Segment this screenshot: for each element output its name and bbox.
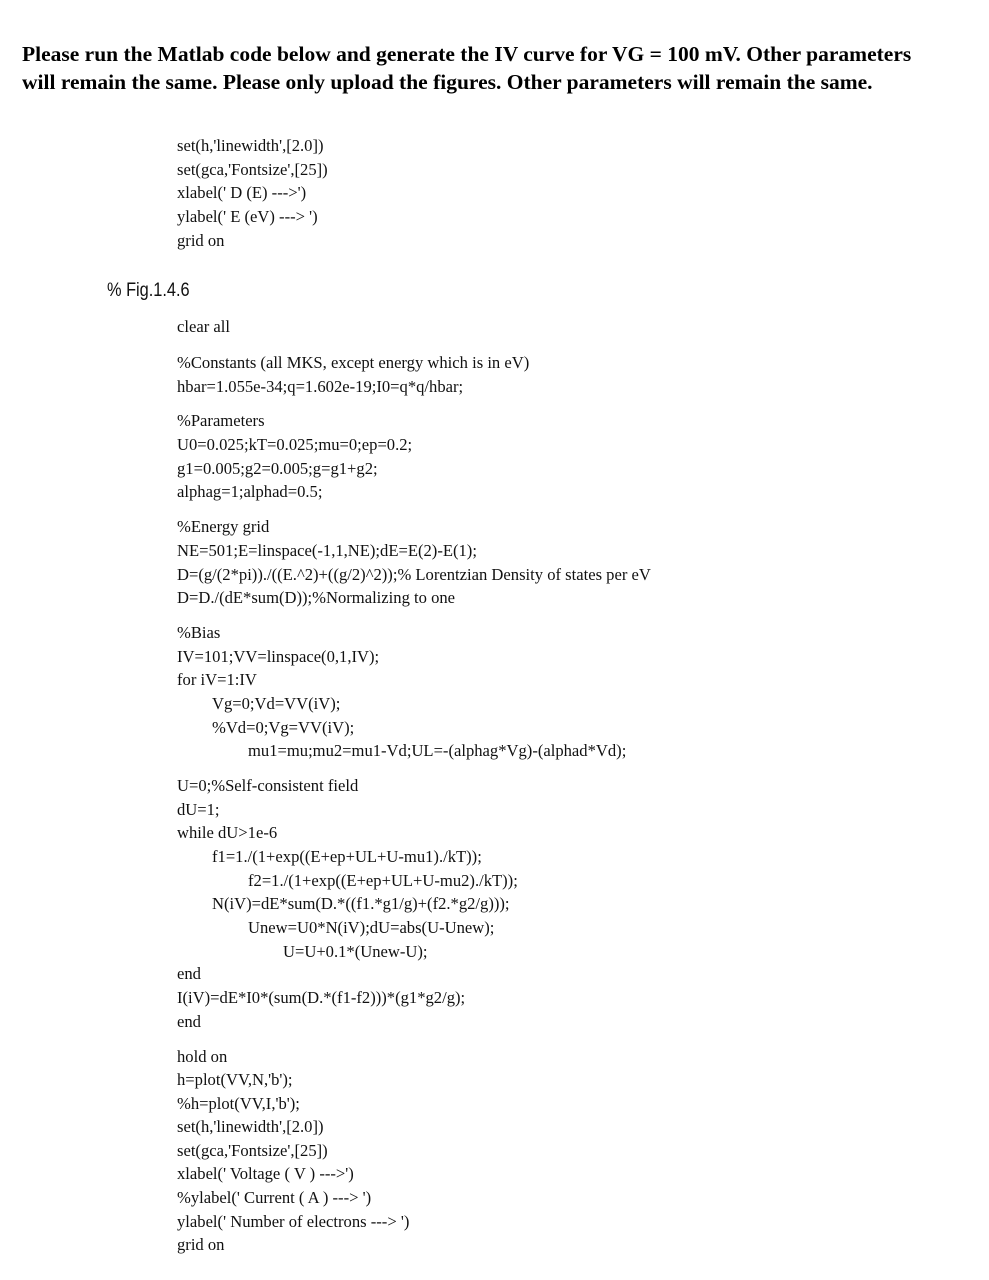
code-line: N(iV)=dE*sum(D.*((f1.*g1/g)+(f2.*g2/g))); (212, 894, 510, 913)
code-comment: %h=plot(VV,I,'b'); (177, 1094, 300, 1113)
code-line: xlabel(' Voltage ( V ) --->') (177, 1164, 354, 1183)
code-comment: %Bias (177, 623, 221, 642)
code-line: alphag=1;alphad=0.5; (177, 482, 323, 501)
code-line: D=D./(dE*sum(D));%Normalizing to one (177, 588, 456, 607)
code-line: end (177, 1012, 201, 1031)
code-line: dU=1; (177, 800, 220, 819)
instruction-line-2: will remain the same. Please only upload the figures. Other parameters will remain the same. (22, 70, 873, 94)
code-line: while dU>1e-6 (177, 823, 278, 842)
code-line: g1=0.005;g2=0.005;g=g1+g2; (177, 459, 378, 478)
code-line: U=U+0.1*(Unew-U); (283, 942, 428, 961)
code-line: end (177, 964, 201, 983)
code-line: NE=501;E=linspace(-1,1,NE);dE=E(2)-E(1); (177, 541, 477, 560)
code-line: f2=1./(1+exp((E+ep+UL+U-mu2)./kT)); (248, 871, 518, 890)
code-line: D=(g/(2*pi))./((E.^2)+((g/2)^2));% Lorentzian Density of states per eV (177, 565, 651, 584)
code-line: h=plot(VV,N,'b'); (177, 1070, 293, 1089)
code-line: mu1=mu;mu2=mu1-Vd;UL=-(alphag*Vg)-(alphad*Vd); (248, 741, 627, 760)
code-line: U=0;%Self-consistent field (177, 776, 359, 795)
code-comment: %Parameters (177, 411, 265, 430)
code-line: clear all (177, 317, 230, 336)
instruction-line-1: Please run the Matlab code below and generate the IV curve for VG = 100 mV. Other parameters (22, 42, 912, 66)
code-line: Vg=0;Vd=VV(iV); (212, 694, 341, 713)
code-line: f1=1./(1+exp((E+ep+UL+U-mu1)./kT)); (212, 847, 482, 866)
code-line: hbar=1.055e-34;q=1.602e-19;I0=q*q/hbar; (177, 377, 464, 396)
code-line: ylabel(' Number of electrons ---> ') (177, 1212, 410, 1231)
code-line: grid on (177, 1235, 225, 1254)
code-comment: %Energy grid (177, 517, 270, 536)
code-line: IV=101;VV=linspace(0,1,IV); (177, 647, 380, 666)
code-comment: %ylabel(' Current ( A ) ---> ') (177, 1188, 372, 1207)
code-line: grid on (177, 231, 225, 250)
section-heading: % Fig.1.4.6 (107, 280, 190, 301)
code-line: Unew=U0*N(iV);dU=abs(U-Unew); (248, 918, 495, 937)
code-comment: %Vd=0;Vg=VV(iV); (212, 718, 355, 737)
code-line: set(h,'linewidth',[2.0]) (177, 136, 324, 155)
code-line: set(gca,'Fontsize',[25]) (177, 1141, 328, 1160)
code-line: for iV=1:IV (177, 670, 257, 689)
code-comment: %Constants (all MKS, except energy which is in eV) (177, 353, 530, 372)
code-line: hold on (177, 1047, 228, 1066)
code-line: xlabel(' D (E) --->') (177, 183, 307, 202)
code-line: set(h,'linewidth',[2.0]) (177, 1117, 324, 1136)
assignment-instruction (22, 40, 977, 96)
code-line: U0=0.025;kT=0.025;mu=0;ep=0.2; (177, 435, 413, 454)
code-line: ylabel(' E (eV) ---> ') (177, 207, 318, 226)
code-line: set(gca,'Fontsize',[25]) (177, 160, 328, 179)
code-line: I(iV)=dE*I0*(sum(D.*(f1-f2)))*(g1*g2/g); (177, 988, 466, 1007)
